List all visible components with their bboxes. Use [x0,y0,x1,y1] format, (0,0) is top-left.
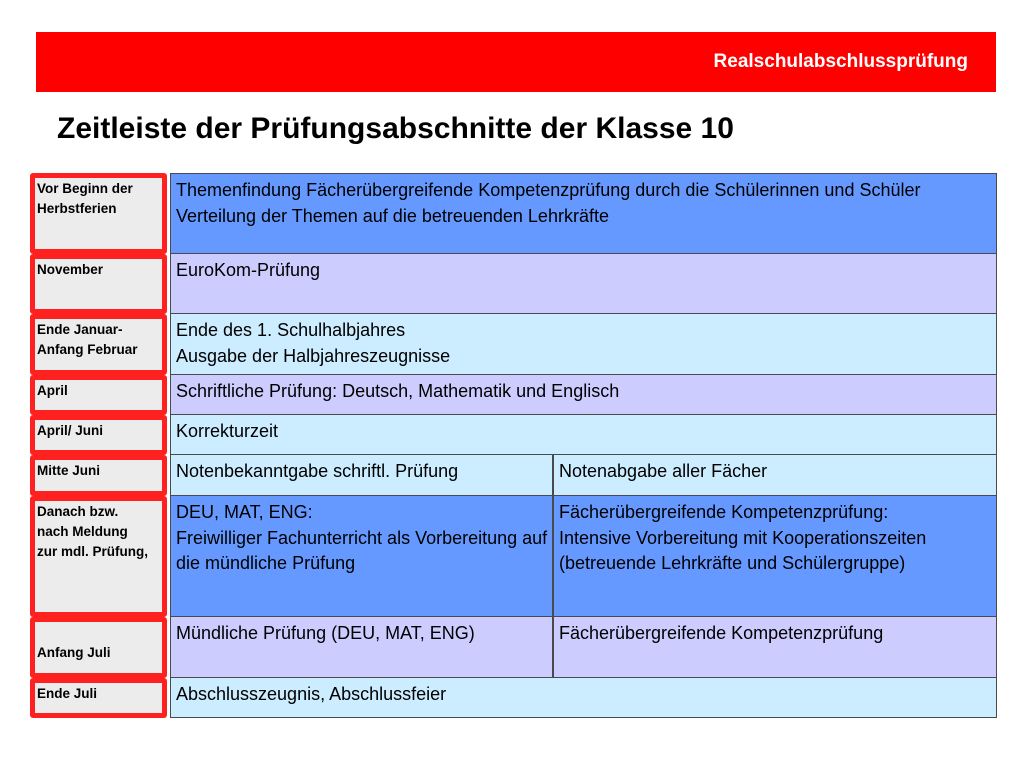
activity-cell: Korrekturzeit [170,415,997,455]
timeline-row [30,375,997,415]
timeline-row [30,455,997,496]
activity-cell: Themenfindung Fächerübergreifende Kompetenzprüfung durch die Schülerinnen und Schüler Verteilung der Themen auf die betreuenden Lehrkräfte [170,173,997,254]
date-label: April [30,375,167,415]
activity-cell: Fächerübergreifende Kompetenzprüfung [553,617,997,678]
date-label: Mitte Juni [30,455,167,496]
activity-cell: EuroKom-Prüfung [170,254,997,314]
page-title: Zeitleiste der Prüfungsabschnitte der Klasse 10 [57,112,734,145]
date-label: April/ Juni [30,415,167,455]
activity-cell: Mündliche Prüfung (DEU, MAT, ENG) [170,617,553,678]
activity-cell: DEU, MAT, ENG: Freiwilliger Fachunterricht als Vorbereitung auf die mündliche Prüfung [170,496,553,617]
header-title: Realschulabschlussprüfung [713,51,968,72]
timeline-row [30,415,997,455]
date-label: Ende Juli [30,678,167,718]
activity-cell: Notenabgabe aller Fächer [553,455,997,496]
activity-cell: Schriftliche Prüfung: Deutsch, Mathematik und Englisch [170,375,997,415]
activity-cell: Fächerübergreifende Kompetenzprüfung: Intensive Vorbereitung mit Kooperationszeiten (betreuende Lehrkräfte und Schülergruppe) [553,496,997,617]
header-bar [36,32,996,92]
timeline-table [30,173,997,718]
timeline-row [30,254,997,314]
date-label: November [30,254,167,314]
date-label: Danach bzw. nach Meldung zur mdl. Prüfung, [30,496,167,617]
timeline-row [30,496,997,617]
date-label: Anfang Juli [30,617,167,678]
timeline-row [30,173,997,254]
activity-cell: Abschlusszeugnis, Abschlussfeier [170,678,997,718]
timeline-row [30,678,997,718]
date-label: Vor Beginn der Herbstferien [30,173,167,254]
timeline-row [30,314,997,375]
activity-cell: Notenbekanntgabe schriftl. Prüfung [170,455,553,496]
timeline-row [30,617,997,678]
date-label: Ende Januar- Anfang Februar [30,314,167,375]
activity-cell: Ende des 1. Schulhalbjahres Ausgabe der Halbjahreszeugnisse [170,314,997,375]
